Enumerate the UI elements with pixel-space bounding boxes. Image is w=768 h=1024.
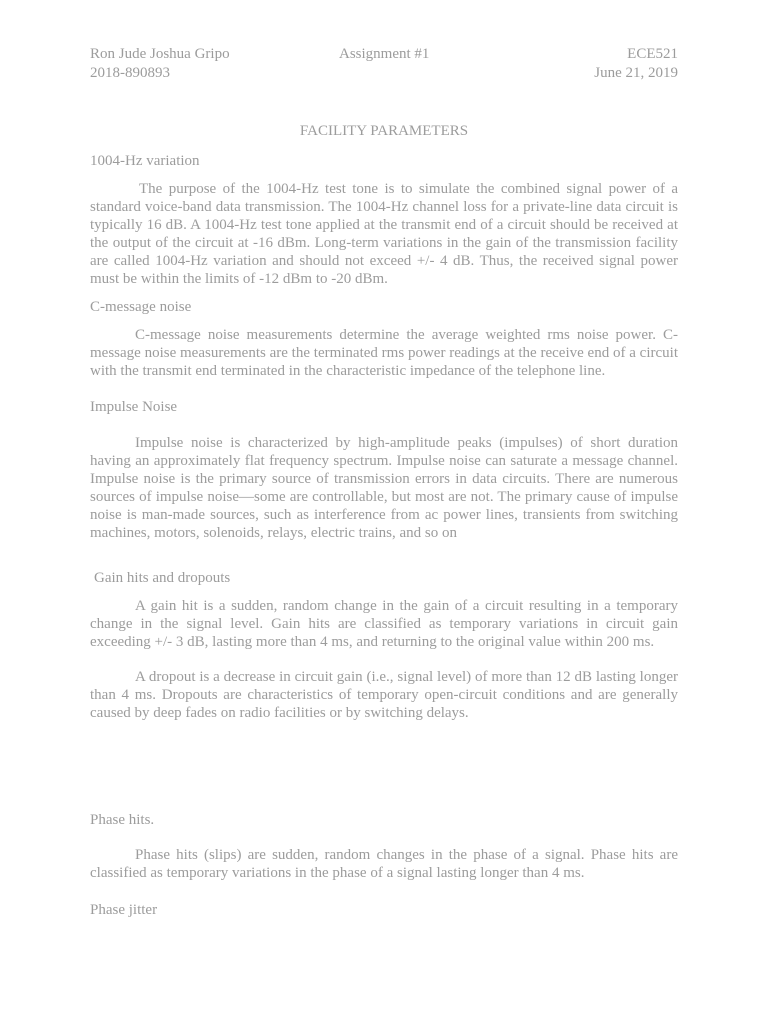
section-heading: 1004-Hz variation	[90, 153, 200, 169]
section-heading: Phase hits.	[90, 812, 155, 828]
assignment-label: Assignment #1	[339, 46, 430, 62]
section-heading: Gain hits and dropouts	[94, 570, 231, 586]
section-heading: Impulse Noise	[90, 399, 178, 415]
section-paragraph: A dropout is a decrease in circuit gain (i.e., signal level) of more than 12 dB lasting longer than 4 ms. Dropouts are characteristics of temporary open-circuit conditions and are generally caused by deep fades on radio facilities or by switching delays.	[90, 669, 678, 721]
document-title: FACILITY PARAMETERS	[299, 123, 469, 139]
section-heading: C-message noise	[90, 299, 192, 315]
student-id: 2018-890893	[90, 65, 170, 81]
section-paragraph: A gain hit is a sudden, random change in the gain of a circuit resulting in a temporary change in the signal level. Gain hits are classified as temporary variations in circuit gain exceeding +/- 3 dB, lasting more than 4 ms, and returning to the original value within 200 ms.	[90, 598, 678, 650]
course-code: ECE521	[627, 46, 678, 62]
section-paragraph: C-message noise measurements determine the average weighted rms noise power. C-message noise measurements are the terminated rms power readings at the receive end of a circuit with the transmit end terminated in the characteristic impedance of the telephone line.	[90, 327, 678, 379]
section-paragraph: The purpose of the 1004-Hz test tone is to simulate the combined signal power of a standard voice-band data transmission. The 1004-Hz channel loss for a private-line data circuit is typically 16 dB. A 1004-Hz test tone applied at the transmit end of a circuit should be received at the output of the circuit at -16 dBm. Long-term variations in the gain of the transmission facility are called 1004-Hz variation and should not exceed +/- 4 dB. Thus, the received signal power must be within the limits of -12 dBm to -20 dBm.	[90, 181, 678, 287]
section-heading: Phase jitter	[90, 902, 158, 918]
date: June 21, 2019	[594, 65, 678, 81]
section-paragraph: Impulse noise is characterized by high-amplitude peaks (impulses) of short duration having an approximately flat frequency spectrum. Impulse noise can saturate a message channel. Impulse noise is the primary source of transmission errors in data circuits. There are numerous sources of impulse noise—some are controllable, but most are not. The primary cause of impulse noise is man-made sources, such as interference from ac power lines, transients from switching machines, motors, solenoids, relays, electric trains, and so on	[90, 435, 678, 541]
section-paragraph: Phase hits (slips) are sudden, random changes in the phase of a signal. Phase hits are classified as temporary variations in the phase of a signal lasting longer than 4 ms.	[90, 847, 678, 881]
author-name: Ron Jude Joshua Gripo	[90, 46, 230, 62]
